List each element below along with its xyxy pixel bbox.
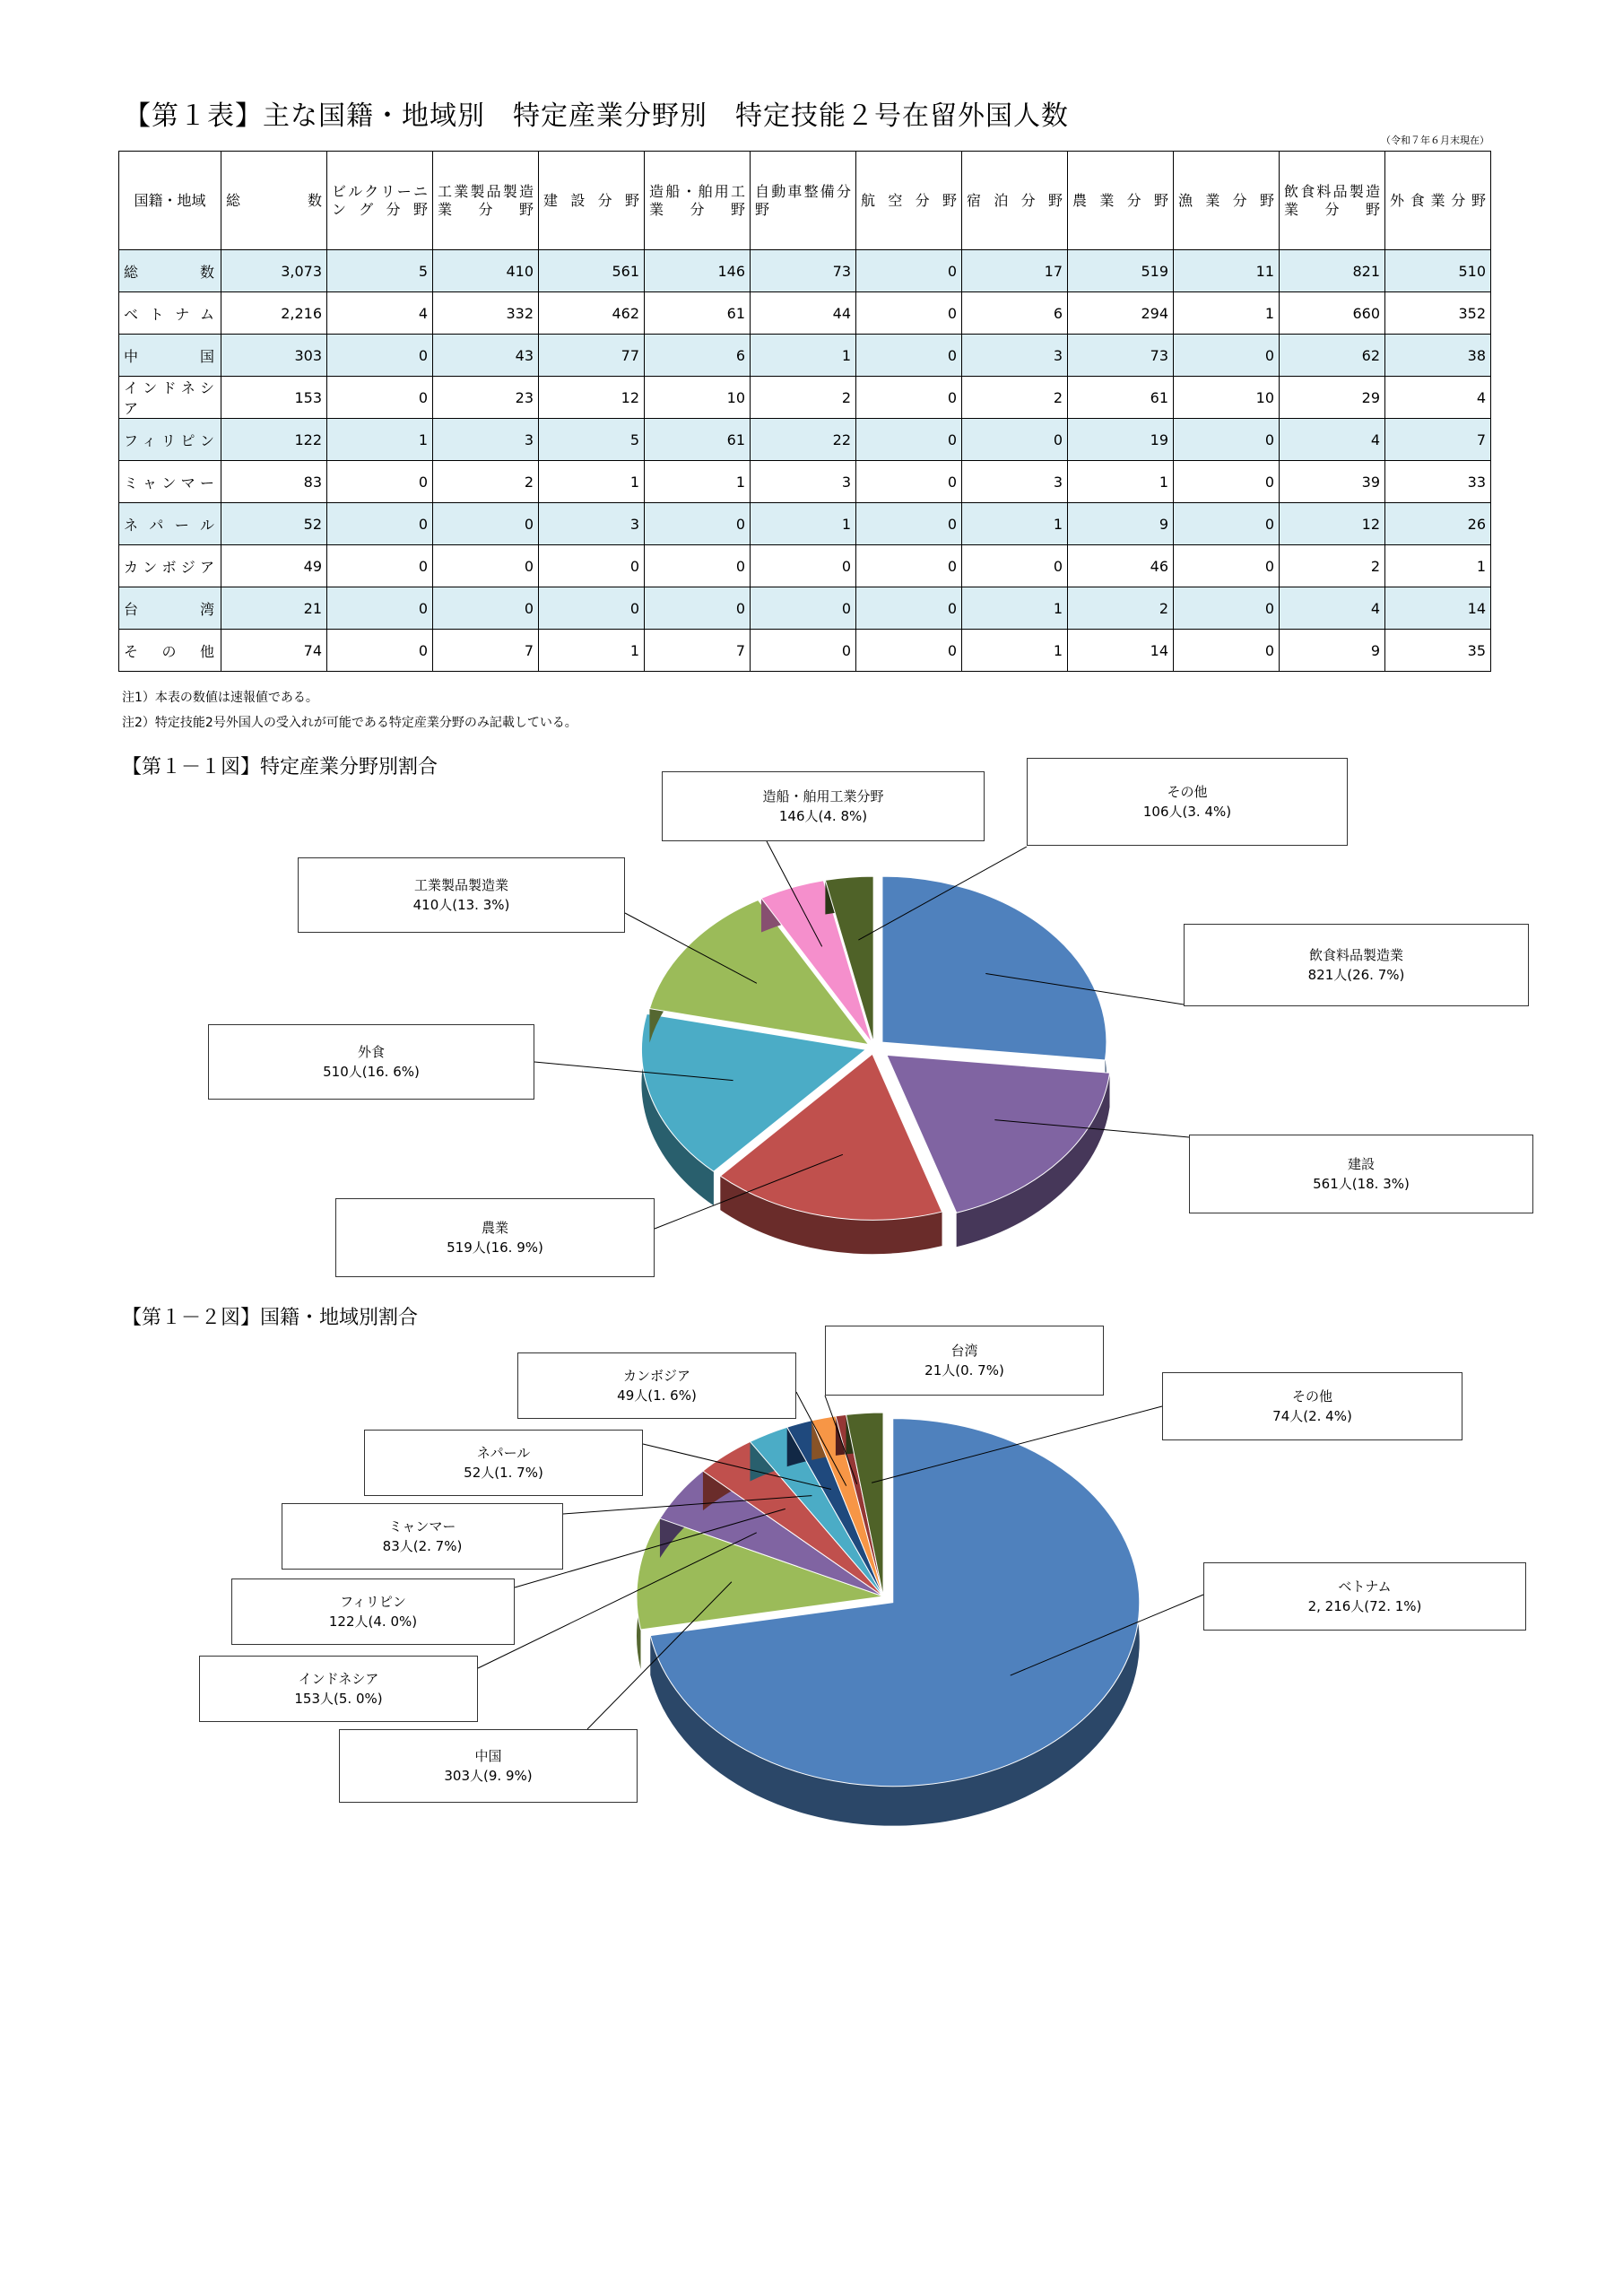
table-cell: 14 [1068, 630, 1174, 672]
table-title: 【第１表】主な国籍・地域別 特定産業分野別 特定技能２号在留外国人数 [124, 100, 1069, 132]
table-header-cell: ビルクリーニング分野 [327, 152, 433, 250]
pie-data-label [298, 857, 625, 933]
table-cell: 1 [1174, 292, 1280, 335]
table-cell: 4 [1280, 587, 1385, 630]
table-cell: 5 [327, 250, 433, 292]
table-cell: 49 [221, 545, 327, 587]
pie-label-value: 49人(1. 6%) [617, 1387, 697, 1404]
pie-label-value: 153人(5. 0%) [294, 1691, 383, 1707]
pie-label-name: ネパール [476, 1445, 531, 1461]
row-label: ベトナム [119, 292, 221, 335]
pie-label-value: 83人(2. 7%) [382, 1538, 463, 1554]
table-cell: 0 [327, 377, 433, 419]
table-cell: 21 [221, 587, 327, 630]
table-cell: 22 [751, 419, 856, 461]
table-cell: 821 [1280, 250, 1385, 292]
table-cell: 0 [327, 545, 433, 587]
table-cell: 0 [433, 587, 539, 630]
table-cell: 14 [1385, 587, 1491, 630]
table-cell: 462 [539, 292, 645, 335]
table-cell: 10 [645, 377, 751, 419]
pie-label-value: 52人(1. 7%) [464, 1465, 543, 1481]
table-cell: 352 [1385, 292, 1491, 335]
pie-label-name: その他 [1291, 1388, 1332, 1405]
table-cell: 3 [751, 461, 856, 503]
table-cell: 19 [1068, 419, 1174, 461]
table-cell: 3 [962, 335, 1068, 377]
table-cell: 0 [327, 335, 433, 377]
table-cell: 0 [433, 503, 539, 545]
table-header-cell: 工業製品製造業分野 [433, 152, 539, 250]
pie-label-name: カンボジア [622, 1368, 690, 1384]
table-cell: 0 [1174, 545, 1280, 587]
table-cell: 6 [645, 335, 751, 377]
table-cell: 73 [1068, 335, 1174, 377]
table-cell: 2 [433, 461, 539, 503]
pie-chart-nationality [637, 1413, 1140, 1826]
table-cell: 146 [645, 250, 751, 292]
pie-label-value: 146人(4. 8%) [778, 808, 868, 824]
table-cell: 1 [962, 630, 1068, 672]
pie-label-name: 工業製品製造業 [413, 877, 508, 893]
row-label: ネパール [119, 503, 221, 545]
table-header-cell: 総 数 [221, 152, 327, 250]
table-cell: 153 [221, 377, 327, 419]
table-cell: 2,216 [221, 292, 327, 335]
pie-label-name: 中国 [474, 1748, 502, 1764]
note-2: 注2）特定技能2号外国人の受入れが可能である特定産業分野のみ記載している。 [122, 716, 577, 730]
table-header-cell: 自動車整備分野 [751, 152, 856, 250]
table-cell: 3 [433, 419, 539, 461]
table-cell: 0 [327, 503, 433, 545]
pie-label-value: 74人(2. 4%) [1272, 1408, 1352, 1424]
pie-label-value: 303人(9. 9%) [444, 1768, 533, 1784]
table-cell: 6 [962, 292, 1068, 335]
table-cell: 52 [221, 503, 327, 545]
table-cell: 0 [539, 587, 645, 630]
pie-chart-industry [641, 876, 1109, 1254]
table-header-cell: 航空分野 [856, 152, 962, 250]
table-cell: 2 [751, 377, 856, 419]
as-of-date: （令和７年６月末現在） [1381, 135, 1489, 146]
table-cell: 0 [856, 503, 962, 545]
table-cell: 1 [539, 461, 645, 503]
table-cell: 0 [962, 545, 1068, 587]
chart2-title: 【第１－２図】国籍・地域別割合 [122, 1307, 419, 1329]
pie-data-label [231, 1578, 515, 1645]
pie-label-name: 建設 [1347, 1156, 1375, 1172]
pie-data-label [1027, 758, 1348, 846]
table-cell: 0 [856, 587, 962, 630]
row-label: 総 数 [119, 250, 221, 292]
pie-data-label [825, 1326, 1104, 1396]
pie-data-label [282, 1503, 563, 1570]
table-cell: 4 [327, 292, 433, 335]
table-header-cell: 宿泊分野 [962, 152, 1068, 250]
table-cell: 12 [1280, 503, 1385, 545]
table-cell: 0 [327, 587, 433, 630]
pie-data-label [1162, 1372, 1462, 1440]
table-cell: 0 [751, 545, 856, 587]
table-cell: 77 [539, 335, 645, 377]
table-cell: 9 [1280, 630, 1385, 672]
table-cell: 0 [1174, 335, 1280, 377]
pie-label-value: 2, 216人(72. 1%) [1307, 1598, 1422, 1614]
pie-data-label [335, 1198, 655, 1277]
table-cell: 44 [751, 292, 856, 335]
table-cell: 7 [1385, 419, 1491, 461]
pie-label-name: 造船・舶用工業分野 [762, 788, 884, 804]
table-cell: 7 [645, 630, 751, 672]
table-cell: 660 [1280, 292, 1385, 335]
table-cell: 2 [1068, 587, 1174, 630]
pie-label-value: 821人(26. 7%) [1307, 967, 1405, 983]
table-header-cell: 外食業分野 [1385, 152, 1491, 250]
pie-data-label [662, 771, 985, 841]
table-cell: 410 [433, 250, 539, 292]
pie-data-label [1203, 1562, 1526, 1631]
pie-data-label [199, 1656, 478, 1722]
row-label: インドネシア [119, 377, 221, 419]
pie-label-name: 台湾 [950, 1343, 978, 1359]
table-cell: 10 [1174, 377, 1280, 419]
table-cell: 3 [539, 503, 645, 545]
pie-data-label [364, 1430, 643, 1496]
table-cell: 35 [1385, 630, 1491, 672]
table-cell: 1 [1385, 545, 1491, 587]
table-cell: 26 [1385, 503, 1491, 545]
note-1: 注1）本表の数値は速報値である。 [122, 691, 318, 705]
table-cell: 3,073 [221, 250, 327, 292]
table-cell: 83 [221, 461, 327, 503]
table-cell: 33 [1385, 461, 1491, 503]
table-cell: 17 [962, 250, 1068, 292]
pie-slice-top [882, 876, 1107, 1060]
table-cell: 0 [751, 587, 856, 630]
table-cell: 2 [1280, 545, 1385, 587]
table-cell: 1 [645, 461, 751, 503]
pie-data-label [1184, 924, 1529, 1006]
table-cell: 29 [1280, 377, 1385, 419]
table-cell: 0 [856, 250, 962, 292]
table-cell: 303 [221, 335, 327, 377]
table-cell: 0 [1174, 461, 1280, 503]
row-label: カンボジア [119, 545, 221, 587]
table-cell: 0 [751, 630, 856, 672]
pie-label-name: 外食 [357, 1044, 385, 1060]
table-header-cell: 国籍・地域 [119, 152, 221, 250]
table-cell: 0 [327, 461, 433, 503]
row-label: そ の 他 [119, 630, 221, 672]
table-cell: 0 [645, 587, 751, 630]
pie-label-name: ベトナム [1338, 1578, 1392, 1595]
pie-data-label [517, 1352, 796, 1419]
table-cell: 39 [1280, 461, 1385, 503]
table-cell: 1 [751, 503, 856, 545]
pie-label-value: 122人(4. 0%) [328, 1613, 418, 1630]
table-cell: 0 [856, 461, 962, 503]
pie-label-name: 農業 [481, 1220, 508, 1236]
table-cell: 2 [962, 377, 1068, 419]
table-cell: 23 [433, 377, 539, 419]
table-cell: 0 [1174, 419, 1280, 461]
table-cell: 38 [1385, 335, 1491, 377]
pie-label-value: 106人(3. 4%) [1142, 804, 1232, 820]
table-header-cell: 飲食料品製造業分野 [1280, 152, 1385, 250]
table-cell: 61 [645, 292, 751, 335]
table-header-cell: 造船・舶用工業分野 [645, 152, 751, 250]
table-cell: 1 [327, 419, 433, 461]
table-cell: 561 [539, 250, 645, 292]
pie-label-name: ミャンマー [388, 1518, 456, 1535]
table-cell: 0 [856, 630, 962, 672]
table-cell: 0 [962, 419, 1068, 461]
pie-label-value: 410人(13. 3%) [412, 897, 510, 913]
pie-label-name: インドネシア [298, 1671, 379, 1687]
row-label: 中 国 [119, 335, 221, 377]
table-cell: 74 [221, 630, 327, 672]
table-cell: 0 [856, 419, 962, 461]
table-cell: 62 [1280, 335, 1385, 377]
table-header-cell: 建設分野 [539, 152, 645, 250]
table-cell: 1 [962, 587, 1068, 630]
table-cell: 0 [539, 545, 645, 587]
pie-label-value: 510人(16. 6%) [323, 1064, 420, 1080]
pie-label-value: 519人(16. 9%) [447, 1239, 543, 1256]
table-cell: 46 [1068, 545, 1174, 587]
row-label: 台 湾 [119, 587, 221, 630]
pie-label-name: 飲食料品製造業 [1308, 947, 1403, 963]
table-cell: 4 [1385, 377, 1491, 419]
table-cell: 0 [327, 630, 433, 672]
table-cell: 7 [433, 630, 539, 672]
table-cell: 510 [1385, 250, 1491, 292]
table-cell: 0 [433, 545, 539, 587]
table-cell: 73 [751, 250, 856, 292]
table-cell: 1 [751, 335, 856, 377]
table-cell: 61 [645, 419, 751, 461]
pie-data-label [339, 1729, 638, 1803]
table-cell: 122 [221, 419, 327, 461]
table-cell: 12 [539, 377, 645, 419]
table-cell: 0 [856, 545, 962, 587]
row-label: フィリピン [119, 419, 221, 461]
table-cell: 1 [539, 630, 645, 672]
table-header-cell: 漁業分野 [1174, 152, 1280, 250]
pie-label-name: フィリピン [340, 1594, 406, 1610]
table-cell: 11 [1174, 250, 1280, 292]
table-cell: 0 [645, 503, 751, 545]
table-cell: 3 [962, 461, 1068, 503]
pie-label-name: その他 [1167, 784, 1208, 800]
table-cell: 4 [1280, 419, 1385, 461]
chart1-title: 【第１－１図】特定産業分野別割合 [122, 756, 438, 778]
table-cell: 0 [1174, 503, 1280, 545]
table-header-cell: 農業分野 [1068, 152, 1174, 250]
table-cell: 61 [1068, 377, 1174, 419]
row-label: ミャンマー [119, 461, 221, 503]
pie-label-value: 21人(0. 7%) [924, 1362, 1004, 1378]
table-cell: 0 [645, 545, 751, 587]
table-cell: 5 [539, 419, 645, 461]
table-cell: 0 [856, 292, 962, 335]
table-cell: 0 [1174, 587, 1280, 630]
pie-label-value: 561人(18. 3%) [1313, 1176, 1410, 1192]
pie-data-label [208, 1024, 534, 1100]
table-cell: 519 [1068, 250, 1174, 292]
table-cell: 43 [433, 335, 539, 377]
table-cell: 0 [856, 335, 962, 377]
pie-data-label [1189, 1135, 1533, 1213]
table-cell: 332 [433, 292, 539, 335]
table-cell: 0 [1174, 630, 1280, 672]
table-cell: 1 [1068, 461, 1174, 503]
table-cell: 294 [1068, 292, 1174, 335]
table-cell: 9 [1068, 503, 1174, 545]
table-cell: 1 [962, 503, 1068, 545]
table-cell: 0 [856, 377, 962, 419]
